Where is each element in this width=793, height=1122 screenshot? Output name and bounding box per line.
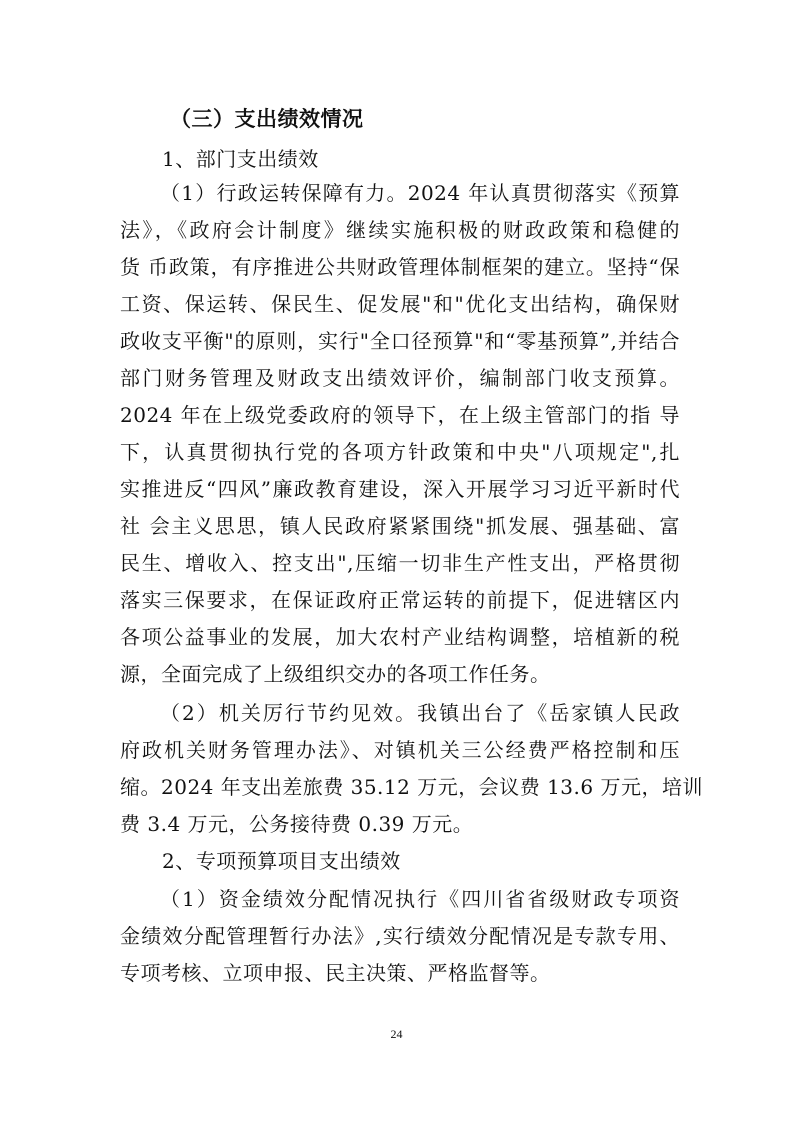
section-heading: （三）支出绩效情况 [170,107,364,131]
paragraph-1-line-11: 民生、增收入、控支出",压缩一切非生产性支出，严格贯彻 [120,551,680,575]
paragraph-1-line-10: 社 会主义思思，镇人民政府紧紧围绕"抓发展、强基础、富 [120,514,680,538]
paragraph-1-line-5: 政收支平衡"的原则，实行"全口径预算"和“零基预算”,并结合 [120,329,680,353]
subsection-heading-2: 2、专项预算项目支出绩效 [162,849,401,873]
paragraph-2-line-3: 缩。2024 年支出差旅费 35.12 万元，会议费 13.6 万元，培训 [120,775,703,799]
paragraph-1-line-12: 落实三保要求，在保证政府正常运转的前提下，促进辖区内 [120,588,680,612]
paragraph-3-line-1: （1）资金绩效分配情况执行《四川省省级财政专项资 [160,887,680,911]
paragraph-1-line-2: 法》，《政府会计制度》继续实施积极的财政政策和稳健的 [120,218,680,242]
paragraph-1-line-9: 实推进反“四风”廉政教育建设，深入开展学习习近平新时代 [120,477,680,501]
subsection-heading-1: 1、部门支出绩效 [162,147,319,171]
paragraph-2-line-4: 费 3.4 万元，公务接待费 0.39 万元。 [120,812,474,836]
paragraph-1-line-8: 下，认真贯彻执行党的各项方针政策和中央"八项规定",扎 [120,440,680,464]
paragraph-1-line-1: （1）行政运转保障有力。2024 年认真贯彻落实《预算 [160,181,680,205]
paragraph-3-line-3: 专项考核、立项申报、民主决策、严格监督等。 [120,961,551,985]
paragraph-1-line-7: 2024 年在上级党委政府的领导下，在上级主管部门的指 导 [120,403,680,427]
paragraph-3-line-2: 金绩效分配管理暂行办法》,实行绩效分配情况是专款专用、 [120,924,680,948]
paragraph-2-line-1: （2）机关厉行节约见效。我镇出台了《岳家镇人民政 [160,701,680,725]
paragraph-1-line-4: 工资、保运转、保民生、促发展"和"优化支出结构，确保财 [120,292,680,316]
paragraph-1-line-14: 源，全面完成了上级组织交办的各项工作任务。 [120,662,551,686]
paragraph-2-line-2: 府政机关财务管理办法》、对镇机关三公经费严格控制和压 [120,738,680,762]
paragraph-1-line-3: 货 币政策，有序推进公共财政管理体制框架的建立。坚持“保 [120,255,680,279]
page-number: 24 [390,1027,403,1041]
paragraph-1-line-6: 部门财务管理及财政支出绩效评价，编制部门收支预算。 [120,366,680,390]
paragraph-1-line-13: 各项公益事业的发展，加大农村产业结构调整，培植新的税 [120,625,680,649]
